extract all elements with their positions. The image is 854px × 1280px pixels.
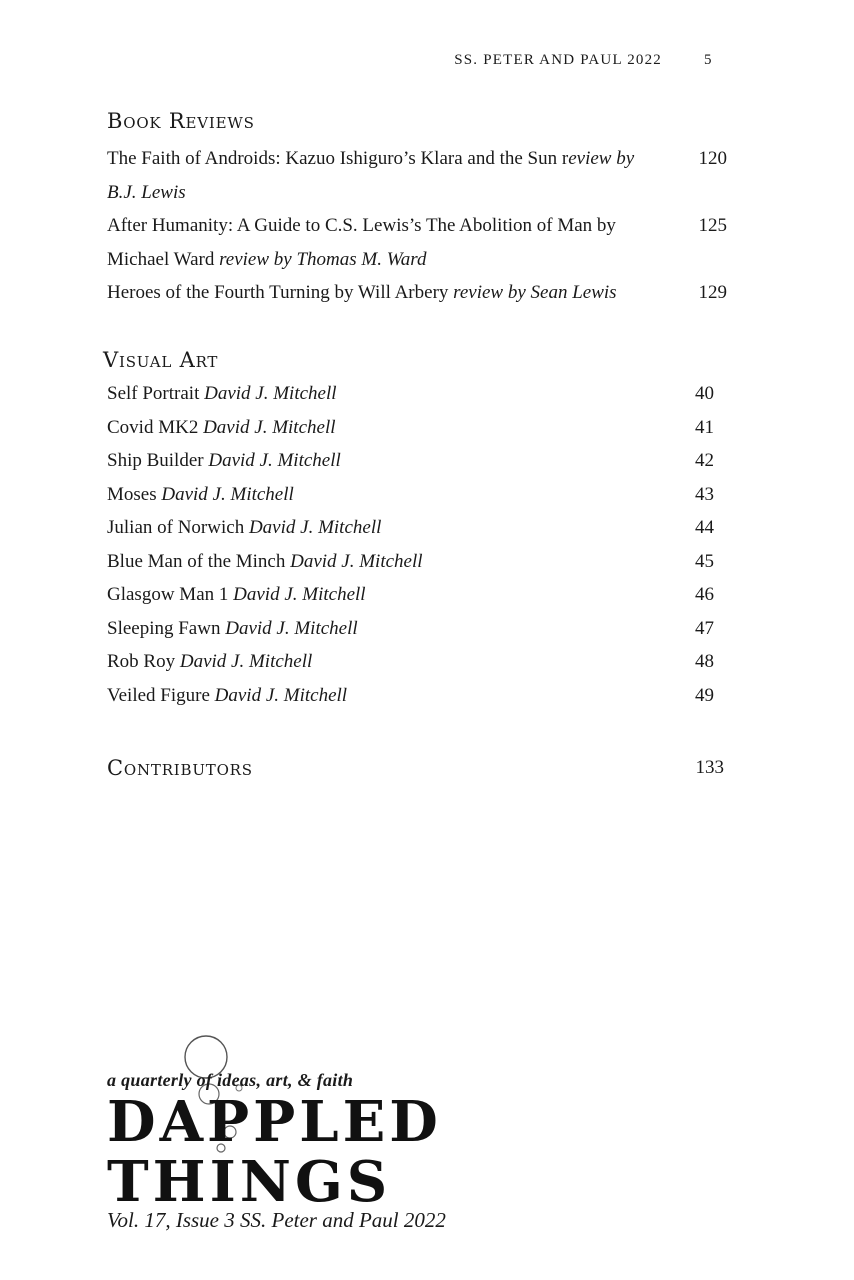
- toc-entry: [107, 578, 714, 612]
- entry-page-number: 47: [695, 617, 714, 639]
- entry-page-number: 125: [698, 215, 727, 236]
- issue-line: Vol. 17, Issue 3 SS. Peter and Paul 2022: [107, 1208, 446, 1232]
- entry-credit: review by Sean Lewis: [453, 282, 617, 303]
- masthead-tagline: a quarterly of ideas, art, & faith: [107, 1070, 354, 1090]
- book-reviews-heading: Book Reviews: [107, 109, 255, 133]
- entry-title: Self Portrait: [107, 383, 205, 404]
- entry-title: Ship Builder: [107, 450, 209, 471]
- toc-entry: [107, 478, 714, 512]
- toc-entry: [107, 444, 714, 478]
- entry-page-number: 129: [698, 282, 727, 303]
- toc-entry: [107, 377, 714, 411]
- toc-entry: [107, 545, 714, 579]
- entry-artist: David J. Mitchell: [179, 651, 313, 672]
- entry-page-number: 120: [698, 148, 727, 169]
- entry-title: Sleeping Fawn: [107, 617, 226, 639]
- entry-artist: David J. Mitchell: [161, 483, 294, 505]
- logo-word-things: THINGS: [107, 1149, 392, 1215]
- toc-entry: [107, 612, 714, 646]
- entry-title: Glasgow Man 1: [107, 584, 234, 605]
- toc-entry: [107, 142, 727, 209]
- toc-entry: [107, 276, 727, 310]
- toc-entry: [107, 511, 714, 545]
- entry-title: Moses: [107, 483, 162, 505]
- entry-artist: David J. Mitchell: [233, 584, 366, 605]
- entry-title: Covid MK2: [107, 416, 204, 438]
- entry-artist: David J. Mitchell: [203, 416, 336, 438]
- entry-page-number: 43: [695, 483, 714, 505]
- entry-title: Julian of Norwich: [107, 517, 249, 538]
- contributors-heading: Contributors: [107, 756, 253, 780]
- contributors-page-number: 133: [695, 757, 724, 778]
- toc-entry: [107, 645, 714, 679]
- entry-page-number: 41: [695, 416, 714, 438]
- toc-entry: [107, 411, 714, 445]
- running-head-title: SS. PETER AND PAUL 2022: [454, 52, 662, 68]
- entry-credit: eview by: [568, 148, 635, 169]
- entry-title: Heroes of the Fourth Turning by Will Arbery: [107, 282, 454, 303]
- entry-page-number: 48: [695, 651, 714, 672]
- entry-artist: David J. Mitchell: [290, 550, 423, 572]
- entry-page-number: 42: [695, 450, 714, 471]
- entry-page-number: 44: [695, 517, 714, 538]
- entry-page-number: 49: [695, 684, 714, 706]
- logo-word-dappled: DAPPLED: [107, 1089, 442, 1155]
- visual-art-heading: Visual Art: [103, 348, 219, 372]
- toc-entry: [107, 679, 714, 713]
- running-head: [0, 52, 854, 74]
- entry-artist: David J. Mitchell: [208, 450, 341, 471]
- entry-artist: David J. Mitchell: [204, 383, 337, 404]
- book-reviews-section: [107, 106, 727, 310]
- entry-artist: David J. Mitchell: [225, 617, 358, 639]
- entry-title: The Faith of Androids: Kazuo Ishiguro’s Klara and the Sun r: [107, 148, 569, 169]
- entry-title: After Humanity: A Guide to C.S. Lewis’s The Abolition of Man by: [107, 215, 616, 236]
- entry-title: Blue Man of the Minch: [107, 550, 291, 572]
- entry-page-number: 40: [695, 383, 714, 404]
- visual-art-section: [103, 345, 714, 712]
- entry-credit: review by Thomas M. Ward: [219, 248, 427, 270]
- entry-title: Rob Roy: [107, 651, 180, 672]
- entry-title-cont: Michael Ward: [107, 248, 220, 270]
- entry-title: Veiled Figure: [107, 684, 215, 706]
- toc-entry: [107, 209, 727, 276]
- entry-artist: David J. Mitchell: [214, 684, 348, 706]
- running-head-page-number: 5: [704, 52, 713, 68]
- entry-credit-cont: B.J. Lewis: [107, 181, 186, 203]
- entry-page-number: 45: [695, 550, 714, 572]
- entry-page-number: 46: [695, 584, 714, 605]
- masthead: [107, 1030, 527, 1250]
- contributors-section: [107, 753, 727, 783]
- entry-artist: David J. Mitchell: [248, 517, 382, 538]
